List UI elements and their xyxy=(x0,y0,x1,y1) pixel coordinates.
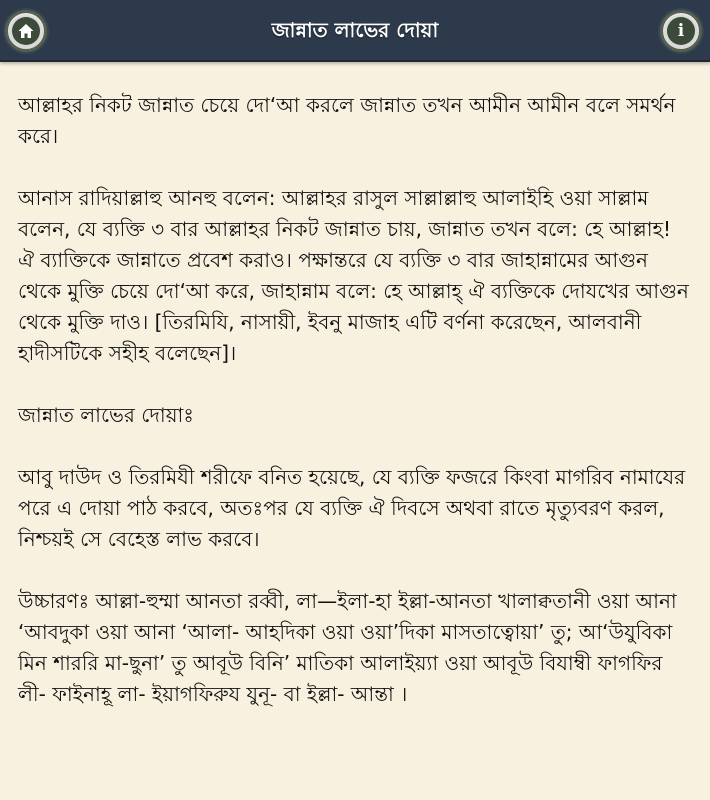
page-title: জান্নাত লাভের দোয়া xyxy=(271,18,439,42)
info-button[interactable] xyxy=(660,10,702,52)
virtue-paragraph: আবু দাউদ ও তিরমিযী শরীফে বনিত হয়েছে, যে ব্যক্তি ফজরে কিংবা মাগরিব নামাযের পরে এ দোয়া পাঠ করবে, অতঃপর যে ব্যক্তি ঐ দিবসে অথবা রাতে মৃত্যুবরণ করল, নিশ্চয়ই সে বেহেস্ত লাভ করবে। xyxy=(18,465,686,551)
header-bar xyxy=(0,0,710,62)
intro-paragraph: আল্লাহর নিকট জান্নাত চেয়ে দো‘আ করলে জান্নাত তখন আমীন আমীন বলে সমর্থন করে। xyxy=(18,93,676,148)
dua-heading: জান্নাত লাভের দোয়াঃ xyxy=(18,403,194,427)
article-content xyxy=(0,62,710,710)
pronunciation-paragraph: উচ্চারণঃ আল্লা-হুম্মা আনতা রব্বী, লা—ইলা-হা ইল্লা-আনতা খালাক্বতানী ওয়া আনা ‘আবদুকা ওয়া আনা ‘আলা- আহদিকা ওয়া ওয়া’দিকা মাসতাত্বোয়া’ তু; আ‘উযুবিকা মিন শাররি মা-ছুনা’ তু আবূউ বিনি’ মাতিকা আলাইয়্যা ওয়া আবূউ বিযাম্বী ফাগফির লী- ফাইনাহূ লা- ইয়াগফিরুয যুনূ- বা ইল্লা- আন্তা । xyxy=(18,589,677,706)
hadith-paragraph: আনাস রাদিয়াল্লাহু আনহু বলেন: আল্লাহর রাসুল সাল্লাল্লাহু আলাইহি ওয়া সাল্লাম বলেন, যে ব্যক্তি ৩ বার আল্লাহর নিকট জান্নাত চায়, জান্নাত তখন বলে: হে আল্লাহ! ঐ ব্যাক্তিকে জান্নাতে প্রবেশ করাও। পক্ষান্তরে যে ব্যক্তি ৩ বার জাহান্নামের আগুন থেকে মুক্তি চেয়ে দো‘আ করে, জাহান্নাম বলে: হে আল্লাহ্ ঐ ব্যক্তিকে দোযখের আগুন থেকে মুক্তি দাও। [তিরমিযি, নাসায়ী, ইবনু মাজাহ এটি বর্ণনা করেছেন, আলবানী হাদীসটিকে সহীহ বলেছেন]। xyxy=(18,186,689,365)
info-icon: i xyxy=(667,17,695,45)
